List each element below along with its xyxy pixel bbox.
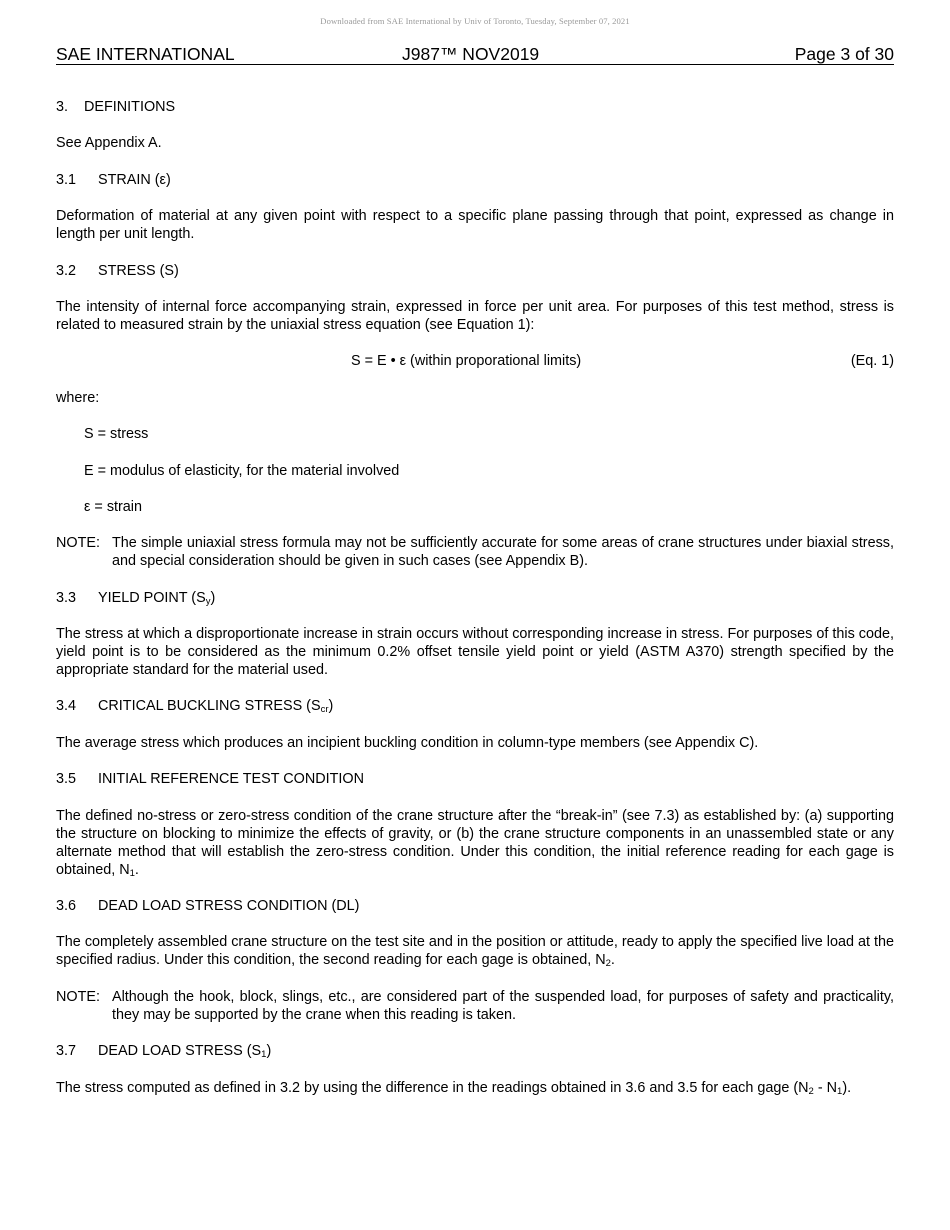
subscript: 2 [605,958,611,970]
section-3-3-heading [56,589,894,607]
download-watermark: Downloaded from SAE International by Univ of Toronto, Tuesday, September 07, 2021 [320,16,630,26]
section-3-text: See Appendix A. [56,135,162,152]
section-3-6-text [56,933,894,969]
where-label: where: [56,389,100,406]
section-3-4-text: The average stress which produces an incipient buckling condition in column-type members (see Appendix C). [56,734,759,751]
subscript: 1 [837,1085,843,1097]
section-number: 3. [56,99,69,115]
section-title: STRESS (S) [98,262,179,279]
subscript: cr [320,704,329,716]
section-3-heading [56,98,894,116]
equation-label: (Eq. 1) [850,353,894,370]
section-number: 3.7 [56,1043,77,1060]
note-3-6 [56,988,894,1024]
section-3-7-text [56,1079,894,1097]
equation-formula: S = E • ε (within proporational limits) [351,353,582,370]
section-number: 3.1 [56,171,77,188]
section-3-4-heading [56,697,894,715]
variable-definition: E = modulus of elasticity, for the material involved [84,462,400,479]
subscript: y [205,595,211,607]
section-3-2-heading [56,262,894,280]
page-header [56,44,894,65]
note-text: The simple uniaxial stress formula may not be sufficiently accurate for some areas of crane structures under biaxial stress, and special consideration should be given in such cases (see Appendix B). [112,535,894,570]
subscript: 1 [129,867,135,879]
section-title: DEAD LOAD STRESS CONDITION (DL) [98,898,360,915]
header-document-id: J987™ NOV2019 [402,44,540,64]
paragraph-end: ). [842,1079,852,1096]
section-3-1-heading [56,171,894,189]
note-text: Although the hook, block, slings, etc., are considered part of the suspended load, for purposes of safety and practicality, they may be supported by the crane when this reading is taken. [112,988,894,1023]
section-3-5-text [56,807,894,879]
section-3-7-heading [56,1042,894,1060]
subscript: 2 [808,1085,814,1097]
paragraph-end: . [610,952,615,969]
header-page-number: Page 3 of 30 [794,44,894,64]
note-3-2 [56,534,894,570]
section-3-1-text: Deformation of material at any given point with respect to a specific plane passing through that point, expressed as change in length per unit length. [56,208,894,243]
section-title: DEFINITIONS [84,99,176,115]
section-title: STRAIN (ε) [98,171,171,188]
section-title: DEAD LOAD STRESS (S [98,1043,262,1060]
note-tag: NOTE: [56,535,100,552]
section-3-3-text: The stress at which a disproportionate increase in strain occurs without corresponding increase in stress. For purposes of this code, yield point is to be considered as the minimum 0.2% offset tensile yield point or yield (ASTM A370) strength specified by the appropriate standard for the material used. [56,626,894,679]
section-title-end: ) [328,698,334,715]
section-title: YIELD POINT (S [98,589,206,606]
variable-definition: S = stress [84,426,149,443]
paragraph-text: The completely assembled crane structure on the test site and in the position or attitude, ready to apply the specified live load at the specified radius. Under this condition, the second reading for each gage is obtained, N [56,934,894,969]
equation-1 [56,352,894,370]
subscript: 1 [261,1049,267,1061]
header-organization: SAE INTERNATIONAL [56,44,235,64]
section-title: CRITICAL BUCKLING STRESS (S [98,698,321,715]
section-number: 3.4 [56,698,77,715]
paragraph-text: The stress computed as defined in 3.2 by using the difference in the readings obtained in 3.6 and 3.5 for each gage (N [56,1079,809,1096]
section-title-end: ) [266,1043,272,1060]
section-3-2-text: The intensity of internal force accompanying strain, expressed in force per unit area. For purposes of this test method, stress is related to measured strain by the uniaxial stress equation (see Equation 1): [56,298,894,333]
section-number: 3.3 [56,589,77,606]
section-number: 3.6 [56,898,77,915]
section-3-5-heading [56,770,894,788]
section-title-end: ) [210,589,216,606]
section-3-6-heading [56,897,894,915]
note-tag: NOTE: [56,988,100,1005]
paragraph-end: . [134,861,139,878]
paragraph-text: The defined no-stress or zero-stress condition of the crane structure after the “break-in” (see 7.3) as established by: (a) supporting the structure on blocking to minimize the effects of gravity, or (b) the crane structure components in an unassembled state or any alternate method that will establish the zero-stress condition. Under this condition, the initial reference reading for each gage is obtained, N [56,807,894,878]
variable-definition: ε = strain [84,498,143,515]
section-title: INITIAL REFERENCE TEST CONDITION [98,771,364,788]
document-body [56,98,894,1115]
section-number: 3.2 [56,262,77,279]
paragraph-mid: - N [813,1079,838,1096]
section-number: 3.5 [56,771,77,788]
